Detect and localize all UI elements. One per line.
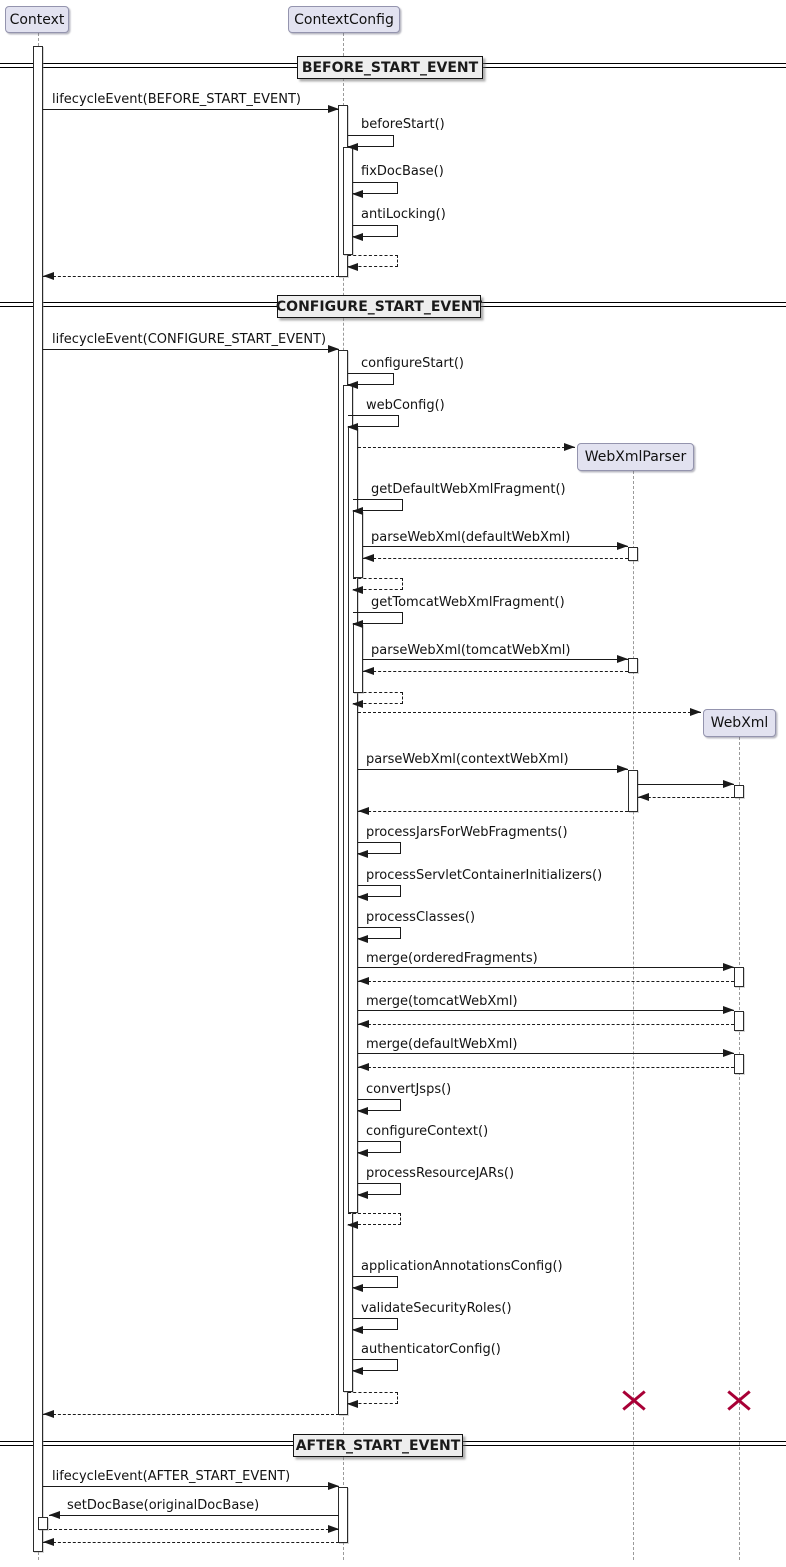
- section-configure-start-event: CONFIGURE_START_EVENT: [277, 295, 481, 318]
- arrow-parse-tomcat: [363, 659, 628, 660]
- self-call-validate-security-roles: [353, 1318, 398, 1330]
- label-lifecycle-after: lifecycleEvent(AFTER_START_EVENT): [52, 1469, 291, 1484]
- return-after-to-context: [43, 1542, 339, 1543]
- label-lifecycle-before: lifecycleEvent(BEFORE_START_EVENT): [52, 92, 301, 107]
- activation-wxp-parse-default: [628, 547, 638, 561]
- self-call-convert-jsps: [358, 1099, 401, 1111]
- return-set-doc-base: [49, 1529, 339, 1530]
- label-before-start: beforeStart(): [361, 117, 445, 132]
- return-parse-default: [363, 558, 628, 559]
- self-call-process-resource-jars: [358, 1183, 401, 1195]
- self-call-authenticator-config: [353, 1359, 398, 1371]
- label-fix-doc-base: fixDocBase(): [361, 164, 444, 179]
- label-process-sci: processServletContainerInitializers(): [366, 868, 603, 883]
- activation-wx-merge-default: [734, 1054, 744, 1074]
- activation-context-main: [33, 46, 43, 1552]
- label-configure-start: configureStart(): [361, 356, 464, 371]
- participant-context: Context: [5, 6, 69, 33]
- label-validate-security-roles: validateSecurityRoles(): [361, 1301, 512, 1316]
- label-process-classes: processClasses(): [366, 910, 476, 925]
- self-return-configure: [348, 1392, 398, 1404]
- section-before-start-event: BEFORE_START_EVENT: [297, 56, 483, 79]
- return-parse-context: [358, 811, 628, 812]
- label-application-annotations: applicationAnnotationsConfig(): [361, 1259, 563, 1274]
- return-merge-ordered: [358, 981, 734, 982]
- self-call-get-tomcat-fragment: [353, 612, 403, 624]
- return-merge-tomcat: [358, 1024, 734, 1025]
- label-lifecycle-configure: lifecycleEvent(CONFIGURE_START_EVENT): [52, 332, 327, 347]
- activation-cc-after: [338, 1487, 348, 1543]
- activation-cc-default-fragment: [353, 511, 363, 578]
- activation-wx-inner: [734, 785, 744, 798]
- label-merge-tomcat: merge(tomcatWebXml): [366, 994, 518, 1009]
- participant-webxml: WebXml: [703, 709, 776, 737]
- return-merge-default: [358, 1067, 734, 1068]
- label-merge-default: merge(defaultWebXml): [366, 1037, 518, 1052]
- return-before-to-context: [43, 276, 339, 277]
- return-parse-tomcat: [363, 671, 628, 672]
- self-call-configure-start: [348, 373, 394, 385]
- activation-cc-tomcat-fragment: [353, 624, 363, 693]
- self-return-tomcat-fragment: [353, 692, 403, 704]
- destroy-x-webxml: [727, 1389, 751, 1411]
- self-call-process-classes: [358, 927, 401, 939]
- arrow-merge-default: [358, 1053, 734, 1054]
- lifeline-webxml: [739, 737, 740, 1560]
- label-parse-default: parseWebXml(defaultWebXml): [371, 530, 571, 545]
- self-call-fix-doc-base: [353, 182, 398, 194]
- label-set-doc-base: setDocBase(originalDocBase): [67, 1498, 260, 1513]
- arrow-lifecycle-configure: [43, 349, 339, 350]
- arrow-merge-tomcat: [358, 1010, 734, 1011]
- activation-wxp-parse-tomcat: [628, 658, 638, 673]
- destroy-x-webxmlparser: [622, 1389, 646, 1411]
- arrow-lifecycle-before: [43, 109, 339, 110]
- label-authenticator-config: authenticatorConfig(): [361, 1342, 501, 1357]
- self-call-process-sci: [358, 885, 401, 897]
- activation-wx-merge-tomcat: [734, 1011, 744, 1031]
- self-call-process-jars: [358, 842, 401, 854]
- arrow-merge-ordered: [358, 967, 734, 968]
- activation-context-nested: [38, 1517, 48, 1530]
- self-call-before-start: [348, 135, 394, 147]
- label-parse-tomcat: parseWebXml(tomcatWebXml): [371, 643, 571, 658]
- self-return-web-config: [348, 1213, 401, 1225]
- self-return-default-fragment: [353, 578, 403, 590]
- return-configure-to-context: [43, 1414, 339, 1415]
- create-webxmlparser: [358, 447, 575, 448]
- participant-contextconfig: ContextConfig: [288, 6, 400, 33]
- label-process-jars: processJarsForWebFragments(): [366, 825, 568, 840]
- section-after-start-event: AFTER_START_EVENT: [293, 1434, 463, 1457]
- label-parse-context: parseWebXml(contextWebXml): [366, 752, 569, 767]
- create-webxml: [358, 712, 701, 713]
- label-process-resource-jars: processResourceJARs(): [366, 1166, 515, 1181]
- label-merge-ordered: merge(orderedFragments): [366, 951, 538, 966]
- self-call-application-annotations: [353, 1276, 398, 1288]
- arrow-set-doc-base: [49, 1515, 339, 1516]
- label-anti-locking: antiLocking(): [361, 207, 446, 222]
- label-convert-jsps: convertJsps(): [366, 1082, 452, 1097]
- arrow-lifecycle-after: [43, 1486, 339, 1487]
- participant-webxmlparser: WebXmlParser: [577, 443, 694, 471]
- arrow-parse-default: [363, 546, 628, 547]
- self-call-anti-locking: [353, 225, 398, 237]
- self-call-web-config: [348, 415, 399, 427]
- activation-wxp-parse-context: [628, 770, 638, 812]
- self-call-configure-context: [358, 1141, 401, 1153]
- label-get-default-fragment: getDefaultWebXmlFragment(): [371, 482, 566, 497]
- return-webxml-to-parser: [638, 797, 734, 798]
- self-return-before: [348, 255, 398, 267]
- label-web-config: webConfig(): [366, 398, 445, 413]
- label-configure-context: configureContext(): [366, 1124, 489, 1139]
- activation-wx-merge-ordered: [734, 967, 744, 987]
- label-get-tomcat-fragment: getTomcatWebXmlFragment(): [371, 595, 565, 610]
- arrow-parser-to-webxml: [638, 784, 734, 785]
- self-call-get-default-fragment: [353, 499, 403, 511]
- arrow-parse-context: [358, 769, 628, 770]
